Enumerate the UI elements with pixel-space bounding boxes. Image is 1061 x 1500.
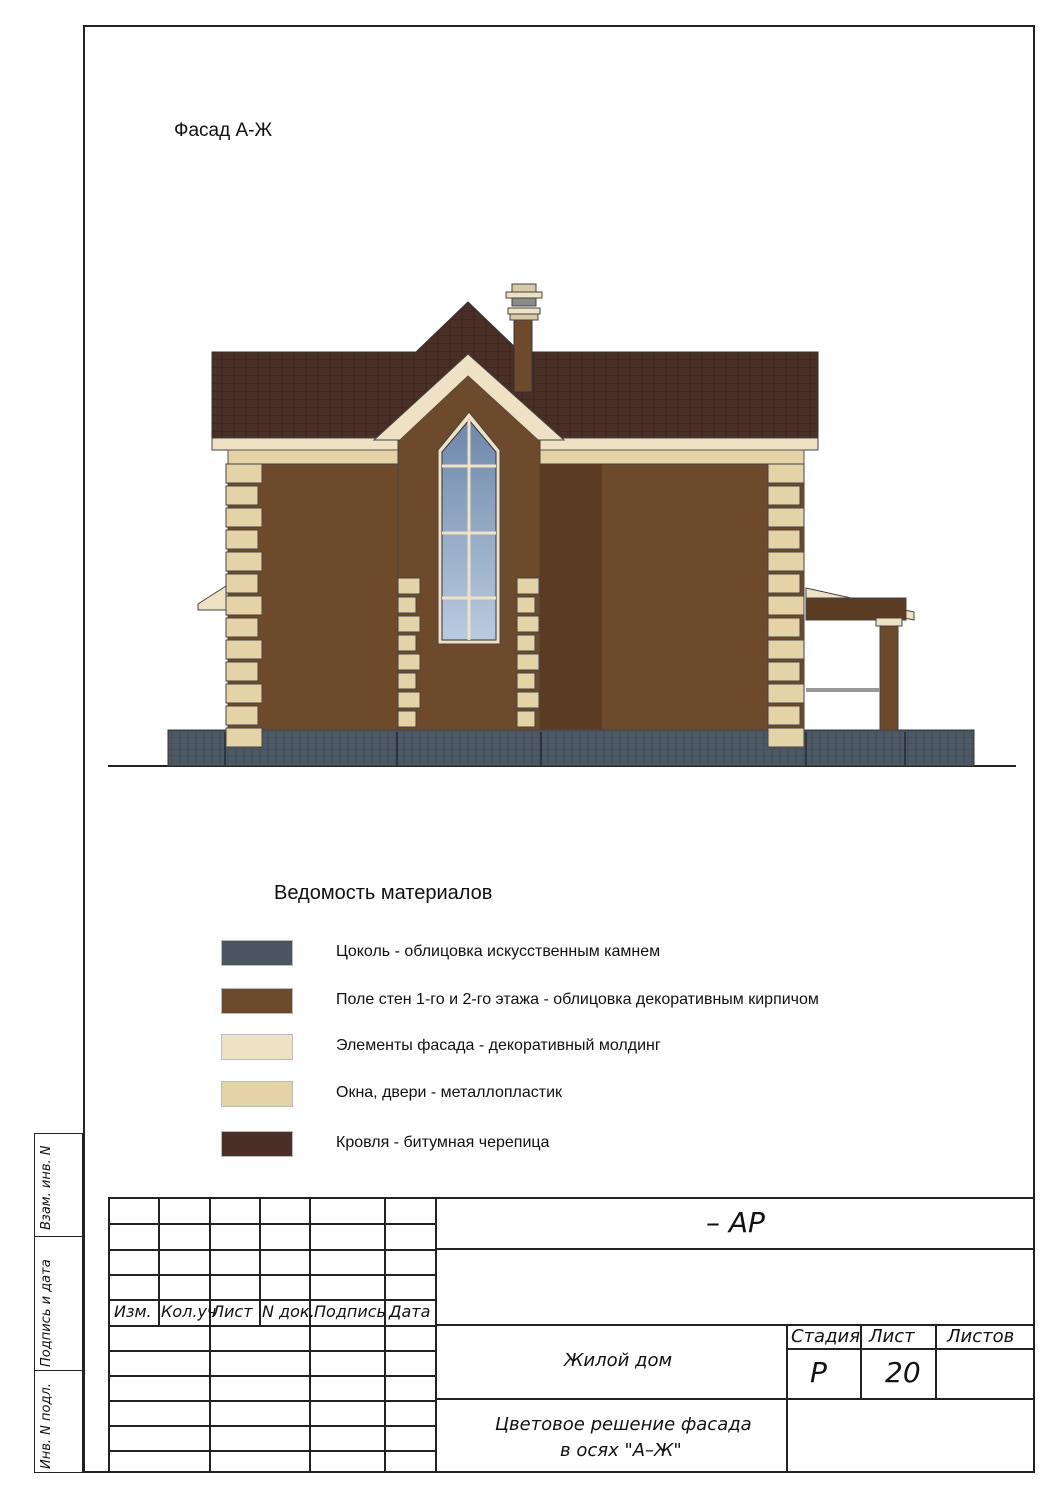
grid-line: [209, 1325, 211, 1473]
grid-line: [935, 1324, 937, 1398]
side-stamp-inv-text: Инв. N подл.: [39, 1383, 54, 1469]
quoin-block: [768, 596, 804, 615]
facade-title: Фасад А-Ж: [174, 120, 272, 141]
stage-value: Р: [810, 1356, 827, 1389]
sheets-label: Листов: [947, 1326, 1015, 1347]
grid-line: [309, 1325, 311, 1473]
drawing-title-line2: в осях "А–Ж": [560, 1440, 682, 1461]
quoin-block: [226, 530, 258, 549]
quoin-block: [517, 673, 535, 689]
quoin-block: [517, 635, 535, 651]
quoin-block: [768, 618, 800, 637]
quoin-block: [768, 662, 800, 681]
grid-line: [435, 1398, 1035, 1400]
quoin-block: [226, 508, 262, 527]
side-stamp-inv: [34, 1370, 83, 1473]
grid-line: [108, 1425, 435, 1427]
quoin-block: [226, 596, 262, 615]
column-header: Кол.уч: [161, 1302, 217, 1321]
quoin-block: [398, 654, 420, 670]
quoin-block: [517, 654, 539, 670]
quoin-block: [398, 692, 420, 708]
grid-line: [435, 1248, 1035, 1250]
project-name: Жилой дом: [564, 1350, 673, 1371]
quoin-block: [226, 574, 258, 593]
legend-swatch: [221, 940, 293, 966]
legend-label: Цоколь - облицовка искусственным камнем: [336, 943, 661, 960]
quoin-block: [768, 508, 804, 527]
quoin-block: [517, 616, 539, 632]
drawing-title-line1: Цветовое решение фасада: [495, 1414, 752, 1435]
legend-swatch: [221, 1131, 293, 1157]
left-canopy: [198, 586, 226, 610]
quoin-block: [517, 692, 539, 708]
quoin-block: [517, 711, 535, 727]
quoin-block: [398, 578, 420, 594]
quoin-block: [768, 728, 804, 747]
grid-line: [158, 1197, 160, 1325]
quoin-block: [226, 464, 262, 483]
plinth: [168, 730, 974, 766]
title-block-divider: [435, 1197, 437, 1473]
grid-line: [384, 1325, 386, 1473]
chimney: [514, 320, 532, 392]
grid-line: [860, 1324, 862, 1398]
legend-label: Поле стен 1-го и 2-го этажа - облицовка декоративным кирпичом: [336, 991, 819, 1008]
grid-line: [108, 1400, 435, 1402]
quoin-block: [226, 706, 258, 725]
side-stamp-vzam: [34, 1133, 83, 1237]
quoin-block: [398, 597, 416, 613]
column-header: Изм.: [114, 1302, 152, 1321]
legend-label: Кровля - битумная черепица: [336, 1134, 550, 1151]
quoin-block: [226, 486, 258, 505]
legend-title: Ведомость материалов: [274, 882, 493, 904]
grid-line: [259, 1197, 261, 1325]
column-header: Подпись: [314, 1302, 386, 1321]
side-stamp-podpis-text: Подпись и дата: [39, 1259, 54, 1367]
grid-line: [435, 1324, 1035, 1326]
quoin-block: [517, 597, 535, 613]
quoin-block: [768, 574, 800, 593]
column-header: N док.: [262, 1302, 315, 1321]
quoin-block: [398, 711, 416, 727]
quoin-block: [398, 616, 420, 632]
grid-line: [786, 1348, 1035, 1350]
quoin-block: [226, 662, 258, 681]
quoin-block: [768, 530, 800, 549]
legend-swatch: [221, 1034, 293, 1060]
stage-label: Стадия: [791, 1326, 861, 1347]
grid-line: [108, 1325, 435, 1327]
legend-swatch: [221, 988, 293, 1014]
quoin-block: [768, 640, 804, 659]
quoin-block: [768, 486, 800, 505]
grid-line: [108, 1350, 435, 1352]
quoin-block: [226, 618, 258, 637]
quoin-block: [226, 728, 262, 747]
column-header: Дата: [389, 1302, 431, 1321]
sheet-value: 20: [885, 1356, 921, 1389]
quoin-block: [768, 684, 804, 703]
side-stamp-podpis: [34, 1236, 83, 1371]
column-header: Лист: [212, 1302, 253, 1321]
grid-line: [108, 1450, 435, 1452]
side-stamp-vzam-text: Взам. инв. N: [39, 1145, 54, 1230]
legend-label: Окна, двери - металлопластик: [336, 1084, 563, 1101]
grid-line: [108, 1375, 435, 1377]
document-code: – АР: [706, 1206, 765, 1239]
quoin-block: [398, 635, 416, 651]
sheet-label: Лист: [869, 1326, 915, 1347]
quoin-block: [517, 578, 539, 594]
title-block-left: [108, 1197, 110, 1473]
quoin-block: [768, 464, 804, 483]
quoin-block: [226, 640, 262, 659]
title-block-top: [108, 1197, 1035, 1199]
legend-label: Элементы фасада - декоративный молдинг: [336, 1037, 661, 1054]
legend-swatch: [221, 1081, 293, 1107]
grid-line: [786, 1324, 788, 1473]
quoin-block: [226, 684, 262, 703]
porch-column: [880, 620, 898, 730]
quoin-block: [768, 552, 804, 571]
quoin-block: [768, 706, 800, 725]
quoin-block: [226, 552, 262, 571]
quoin-block: [398, 673, 416, 689]
